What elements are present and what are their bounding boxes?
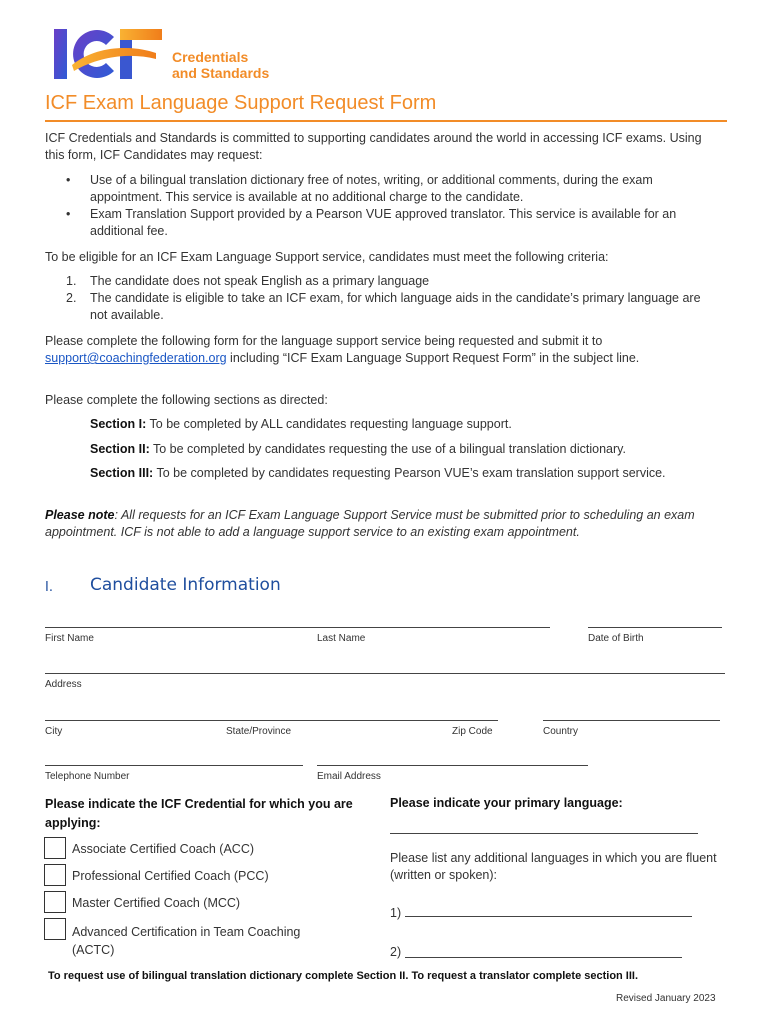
primary-language-question: Please indicate your primary language:: [390, 796, 623, 810]
first-name-label: First Name: [45, 633, 94, 644]
section-2-description: Section II: To be completed by candidates requesting the use of a bilingual translation dictionary.: [90, 442, 626, 456]
icf-logo-mark-icon: [52, 25, 164, 83]
additional-language-1-line[interactable]: [405, 916, 692, 917]
address-label: Address: [45, 679, 82, 690]
pcc-checkbox[interactable]: [44, 864, 66, 886]
icf-logo: [52, 25, 292, 85]
country-label: Country: [543, 726, 579, 737]
revised-date: Revised January 2023: [616, 993, 716, 1004]
primary-language-field-line[interactable]: [390, 833, 698, 834]
list-item: 2. The candidate is eligible to take an ICF exam, for which language aids in the candidate’s primary language are not available.: [66, 291, 701, 322]
intro-paragraph: ICF Credentials and Standards is committed to supporting candidates around the world in accessing ICF exams. Using this form, ICF Candidates may request:: [45, 131, 702, 162]
additional-language-2-line[interactable]: [405, 957, 682, 958]
section-3-description: Section III: To be completed by candidates requesting Pearson VUE’s exam translation support service.: [90, 466, 666, 480]
address-field-line[interactable]: [45, 673, 725, 674]
additional-language-1-label: 1): [390, 906, 402, 920]
actc-checkbox[interactable]: [44, 918, 66, 940]
eligibility-paragraph: To be eligible for an ICF Exam Language Support service, candidates must meet the following criteria:: [45, 250, 609, 264]
mcc-label: Master Certified Coach (MCC): [72, 896, 241, 910]
section-1-description: Section I: To be completed by ALL candidates requesting language support.: [90, 417, 512, 431]
email-label: Email Address: [317, 771, 381, 782]
sections-intro: Please complete the following sections as directed:: [45, 393, 328, 407]
dob-field-line[interactable]: [588, 627, 722, 628]
title-divider: [45, 120, 727, 122]
name-field-line[interactable]: [45, 627, 550, 628]
actc-label: Advanced Certification in Team Coaching (ACTC): [72, 925, 301, 957]
logo-line1: Credentials: [172, 49, 249, 65]
bullet-icon: •: [66, 173, 71, 187]
additional-language-2-label: 2): [390, 945, 402, 959]
country-field-line[interactable]: [543, 720, 720, 721]
city-state-zip-field-line[interactable]: [45, 720, 498, 721]
criteria-list: [66, 273, 716, 324]
section-heading: Candidate Information: [90, 575, 281, 595]
page-title: ICF Exam Language Support Request Form: [45, 92, 437, 114]
acc-checkbox[interactable]: [44, 837, 66, 859]
pcc-label: Professional Certified Coach (PCC): [72, 869, 269, 883]
zip-label: Zip Code: [452, 726, 493, 737]
instruction-paragraph: Please complete the following form for the language support service being requested and submit it to support@coachingfederation.org including “ICF Exam Language Support Request Form” in the subject line.: [45, 334, 640, 365]
phone-field-line[interactable]: [45, 765, 303, 766]
dob-label: Date of Birth: [588, 633, 644, 644]
section-numeral: I.: [45, 580, 53, 595]
state-label: State/Province: [226, 726, 292, 737]
additional-languages-question: Please list any additional languages in which you are fluent (written or spoken):: [390, 851, 717, 882]
bullet-list: [66, 172, 716, 240]
bullet-icon: •: [66, 207, 71, 221]
acc-label: Associate Certified Coach (ACC): [72, 842, 255, 856]
credential-question: Please indicate the ICF Credential for which you are applying:: [45, 797, 353, 830]
footer-note: To request use of bilingual translation dictionary complete Section II. To request a translator complete section III.: [48, 970, 639, 982]
support-email-link[interactable]: support@coachingfederation.org: [45, 351, 227, 365]
list-item: • Exam Translation Support provided by a Pearson VUE approved translator. This service is available for an additional fee.: [66, 207, 677, 238]
last-name-label: Last Name: [317, 633, 366, 644]
phone-label: Telephone Number: [45, 771, 130, 782]
please-note: Please note: All requests for an ICF Exam Language Support Service must be submitted prior to scheduling an exam appointment. ICF is not able to add a language support service to an existing exam appointment.: [45, 508, 695, 539]
list-item: • Use of a bilingual translation dictionary free of notes, writing, or additional comments, during the exam appointment. This service is available at no additional charge to the candidate.: [66, 173, 653, 204]
email-field-line[interactable]: [317, 765, 588, 766]
list-item: 1. The candidate does not speak English as a primary language: [66, 274, 430, 288]
logo-line2: and Standards: [172, 65, 270, 81]
city-label: City: [45, 726, 63, 737]
mcc-checkbox[interactable]: [44, 891, 66, 913]
